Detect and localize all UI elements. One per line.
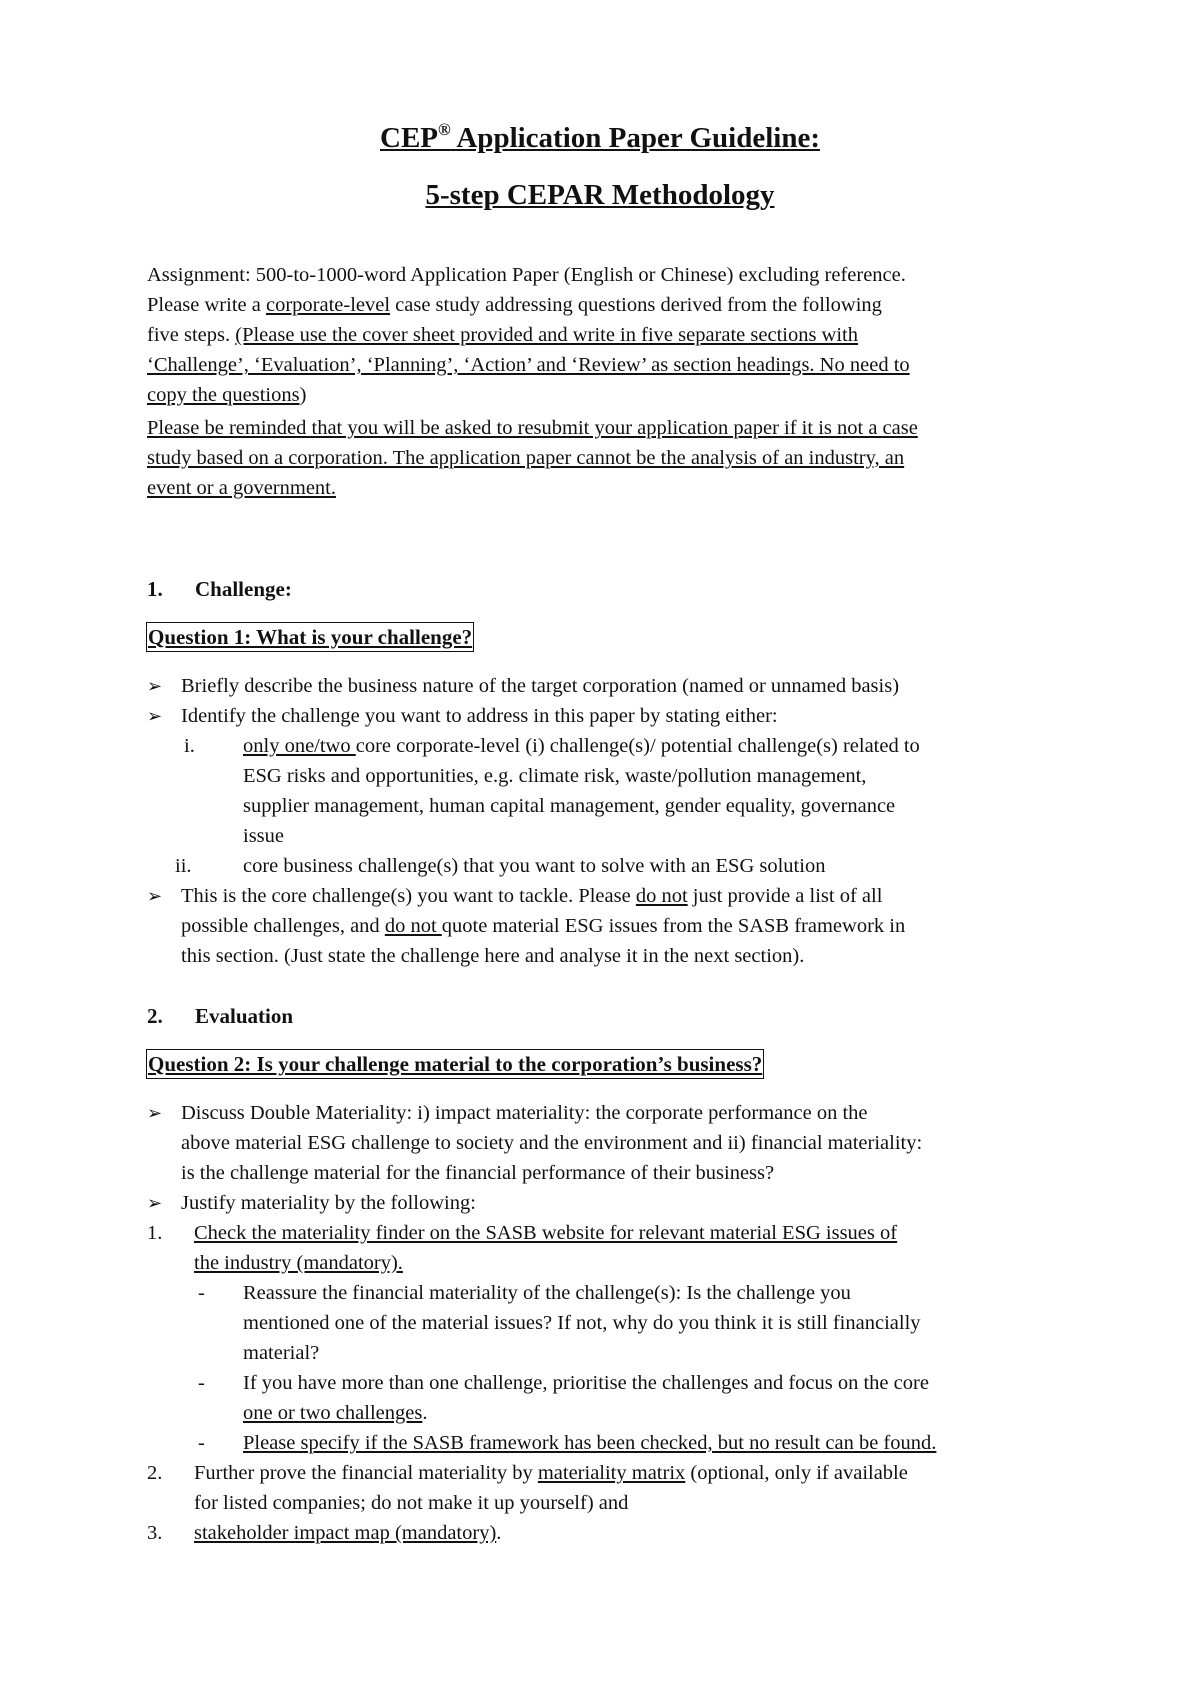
- list-number: 3.: [147, 1522, 163, 1544]
- arrow-bullet-icon: ➢: [147, 1103, 163, 1123]
- list-number: 1.: [147, 1222, 163, 1244]
- page-title: [0, 120, 1200, 154]
- page-subtitle: 5-step CEPAR Methodology: [425, 179, 775, 211]
- arrow-bullet-icon: ➢: [147, 676, 163, 696]
- assignment-line: five steps. (Please use the cover sheet provided and write in five separate sections with: [147, 324, 859, 346]
- sub-list-item: only one/two core corporate-level (i) challenge(s)/ potential challenge(s) related to ESG risks and opportunities, e.g. climate risk, waste/pollution management, supplier management, human capital management, gender equality, governance issue: [243, 735, 920, 847]
- sub-list-item: Please specify if the SASB framework has been checked, but no result can be found.: [243, 1432, 937, 1454]
- section-number: 2.: [147, 1004, 163, 1028]
- section-title: Evaluation: [195, 1004, 294, 1028]
- dash-bullet: -: [198, 1282, 205, 1304]
- list-item: This is the core challenge(s) you want to tackle. Please do not just provide a list of all possible challenges, and do not quote material ESG issues from the SASB framework in this section. (Just state the challenge here and analyse it in the next section).: [181, 885, 906, 967]
- section-heading-challenge: [147, 574, 292, 604]
- dash-bullet: -: [198, 1432, 205, 1454]
- title-rest: Application Paper Guideline:: [450, 122, 820, 154]
- arrow-bullet-icon: ➢: [147, 1193, 163, 1213]
- section-number: 1.: [147, 577, 163, 601]
- list-item: Briefly describe the business nature of the target corporation (named or unnamed basis): [181, 675, 900, 697]
- list-number: 2.: [147, 1462, 163, 1484]
- list-item: Identify the challenge you want to address in this paper by stating either:: [181, 705, 778, 727]
- sub-list-item: Reassure the financial materiality of the challenge(s): Is the challenge you mentioned one of the material issues? If not, why do you think it is still financially material?: [243, 1282, 921, 1364]
- assignment-line: ‘Challenge’, ‘Evaluation’, ‘Planning’, ‘Action’ and ‘Review’ as section headings. No need to: [147, 354, 910, 376]
- list-item: Discuss Double Materiality: i) impact materiality: the corporate performance on the above material ESG challenge to society and the environment and ii) financial materiality: is the challenge material for the financial performance of their business?: [181, 1102, 923, 1184]
- sub-list-item: core business challenge(s) that you want to solve with an ESG solution: [243, 855, 826, 877]
- arrow-bullet-icon: ➢: [147, 886, 163, 906]
- numbered-item: Further prove the financial materiality by materiality matrix (optional, only if available for listed companies; do not make it up yourself) and: [194, 1462, 908, 1514]
- sub-list-item: If you have more than one challenge, prioritise the challenges and focus on the core one or two challenges.: [243, 1372, 929, 1424]
- section-title: Challenge:: [195, 577, 292, 601]
- numbered-item: stakeholder impact map (mandatory).: [194, 1522, 502, 1544]
- list-item: Justify materiality by the following:: [181, 1192, 476, 1214]
- corporate-level-text: corporate-level: [265, 294, 391, 316]
- reminder-line: Please be reminded that you will be asked to resubmit your application paper if it is not a case: [147, 417, 918, 439]
- question-box-1: Question 1: What is your challenge?: [146, 622, 474, 652]
- arrow-bullet-icon: ➢: [147, 706, 163, 726]
- question-box-2: Question 2: Is your challenge material to the corporation’s business?: [146, 1049, 764, 1079]
- registered-mark: ®: [438, 120, 451, 139]
- assignment-paragraph: [147, 260, 1067, 410]
- roman-numeral: i.: [184, 735, 195, 757]
- dash-bullet: -: [198, 1372, 205, 1394]
- title-cep: CEP: [380, 122, 439, 154]
- section-heading-evaluation: [147, 1001, 293, 1031]
- reminder-line: event or a government.: [147, 477, 336, 499]
- assignment-line: copy the questions): [147, 384, 307, 406]
- roman-numeral: ii.: [175, 855, 192, 877]
- assignment-line: Please write a corporate-level case study addressing questions derived from the following: [147, 294, 882, 316]
- reminder-line: study based on a corporation. The application paper cannot be the analysis of an industry, an: [147, 447, 905, 469]
- numbered-item: Check the materiality finder on the SASB website for relevant material ESG issues of the industry (mandatory).: [194, 1222, 898, 1274]
- assignment-line: Assignment: 500-to-1000-word Application Paper (English or Chinese) excluding reference.: [147, 264, 906, 286]
- reminder-paragraph: [147, 413, 1067, 503]
